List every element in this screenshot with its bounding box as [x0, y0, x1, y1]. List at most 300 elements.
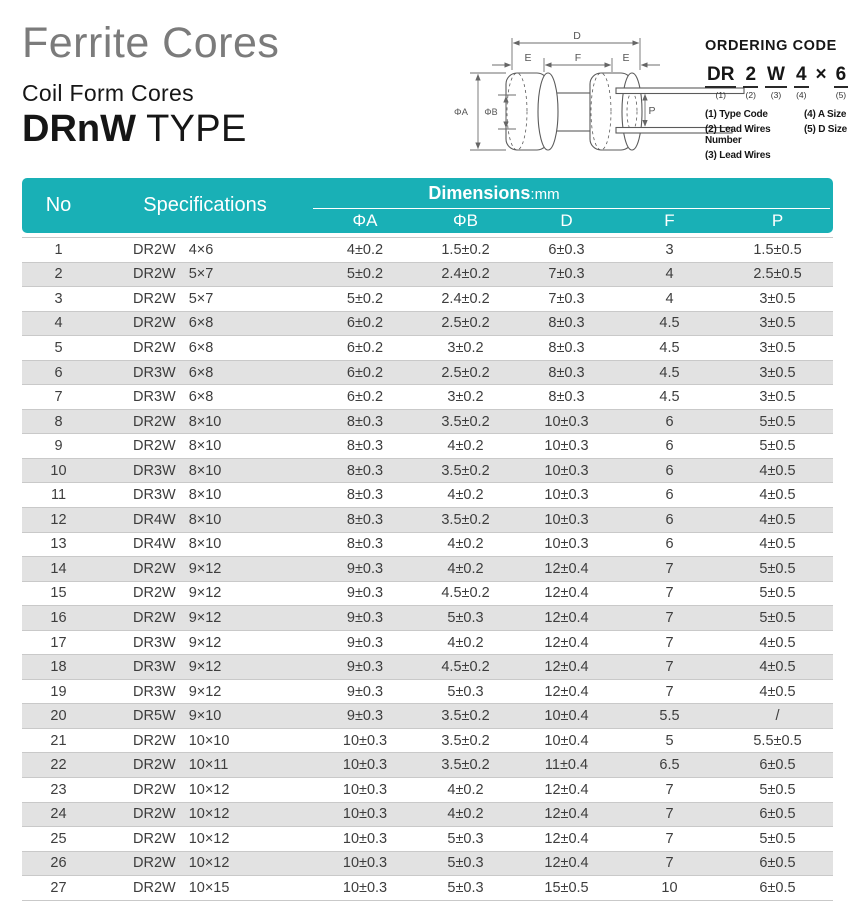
cell-phi-a: 10±0.3 — [342, 855, 388, 872]
code-segment-char: 2 — [743, 65, 758, 88]
cell-phi-a: 8±0.3 — [346, 462, 384, 479]
spec-type: DR3W — [133, 634, 176, 651]
spec-type: DR2W — [133, 290, 176, 307]
cell-no: 25 — [50, 830, 67, 847]
ordering-code-title: ORDERING CODE — [705, 38, 837, 54]
cell-phi-b: 3.5±0.2 — [441, 511, 490, 528]
cell-phi-b: 3.5±0.2 — [441, 413, 490, 430]
spec-size: 8×10 — [188, 438, 222, 455]
cell-phi-a: 8±0.3 — [346, 438, 384, 455]
cell-p: 5±0.5 — [759, 560, 796, 577]
cell-phi-b: 5±0.3 — [447, 879, 484, 896]
cell-no: 17 — [50, 634, 67, 651]
spec-type: DR3W — [133, 462, 176, 479]
cell-specification — [95, 585, 315, 601]
spec-type: DR4W — [133, 511, 176, 528]
cell-d: 10±0.4 — [544, 732, 589, 749]
cell-d: 8±0.3 — [548, 339, 585, 356]
cell-f: 4.5 — [659, 364, 680, 381]
cell-d: 6±0.3 — [548, 241, 585, 258]
code-segment-char: W — [765, 65, 787, 88]
cell-f: 4.5 — [659, 339, 680, 356]
table-row — [22, 385, 833, 410]
page-title: Ferrite Cores — [22, 19, 280, 67]
spec-size: 6×8 — [188, 315, 214, 332]
cell-d: 12±0.4 — [544, 830, 589, 847]
spec-type: DR2W — [133, 413, 176, 430]
cell-specification — [95, 291, 315, 307]
legend-row — [705, 109, 847, 120]
cell-d: 7±0.3 — [548, 290, 585, 307]
spec-table — [22, 178, 833, 901]
cell-f: 6 — [665, 511, 674, 528]
cell-phi-a: 9±0.3 — [346, 560, 384, 577]
col-header-d: D — [560, 211, 573, 230]
cell-f: 7 — [665, 560, 674, 577]
cell-f: 6.5 — [659, 757, 680, 774]
legend-item: (2) Lead Wires Number — [705, 123, 771, 146]
cell-phi-b: 4±0.2 — [447, 536, 484, 553]
cell-d: 12±0.4 — [544, 585, 589, 602]
legend-row — [705, 150, 847, 161]
cell-no: 23 — [50, 781, 67, 798]
table-header — [22, 178, 833, 233]
spec-type: DR3W — [133, 683, 176, 700]
legend-item — [804, 150, 847, 161]
table-row — [22, 704, 833, 729]
col-header-phi-b: ΦB — [453, 211, 478, 230]
cell-phi-b: 5±0.3 — [447, 830, 484, 847]
code-segment — [743, 65, 758, 100]
cell-specification — [95, 708, 315, 724]
cell-phi-b: 3.5±0.2 — [441, 732, 490, 749]
cell-f: 7 — [665, 781, 674, 798]
table-row — [22, 729, 833, 754]
cell-specification — [95, 340, 315, 356]
cell-d: 12±0.4 — [544, 806, 589, 823]
cell-f: 6 — [665, 462, 674, 479]
cell-d: 15±0.5 — [544, 879, 589, 896]
spec-type: DR2W — [133, 879, 176, 896]
cell-d: 12±0.4 — [544, 609, 589, 626]
cell-p: / — [775, 708, 780, 725]
cell-phi-b: 2.5±0.2 — [441, 315, 490, 332]
spec-size: 6×8 — [188, 364, 214, 381]
cell-p: 4±0.5 — [759, 511, 796, 528]
cell-d: 12±0.4 — [544, 634, 589, 651]
spec-type: DR2W — [133, 438, 176, 455]
cell-no: 8 — [54, 413, 63, 430]
dim-label-e-right: E — [622, 52, 630, 64]
cell-f: 7 — [665, 683, 674, 700]
cell-no: 2 — [54, 266, 63, 283]
dim-label-p: P — [648, 105, 656, 117]
cell-phi-b: 4±0.2 — [447, 438, 484, 455]
ordering-code-string — [705, 65, 847, 100]
cell-specification — [95, 782, 315, 798]
cell-p: 5±0.5 — [759, 413, 796, 430]
col-header-f: F — [664, 211, 675, 230]
spec-size: 9×12 — [188, 683, 222, 700]
spec-type: DR2W — [133, 830, 176, 847]
cell-no: 24 — [50, 806, 67, 823]
dimensions-unit: :mm — [530, 186, 560, 203]
cell-p: 5±0.5 — [759, 585, 796, 602]
code-segment-char: 4 — [794, 65, 809, 88]
col-header-specifications: Specifications — [143, 194, 267, 216]
spec-size: 10×12 — [188, 855, 230, 872]
ordering-code-block — [705, 38, 847, 165]
cell-f: 7 — [665, 855, 674, 872]
cell-f: 4.5 — [659, 315, 680, 332]
cell-p: 1.5±0.5 — [753, 241, 802, 258]
cell-phi-a: 8±0.3 — [346, 487, 384, 504]
cell-phi-a: 9±0.3 — [346, 659, 384, 676]
cell-no: 18 — [50, 659, 67, 676]
cell-no: 7 — [54, 389, 63, 406]
code-segment-num: (3) — [770, 89, 782, 100]
cell-p: 4±0.5 — [759, 683, 796, 700]
cell-f: 7 — [665, 585, 674, 602]
spec-size: 6×8 — [188, 389, 214, 406]
cell-f: 7 — [665, 830, 674, 847]
spec-size: 8×10 — [188, 536, 222, 553]
cell-phi-a: 5±0.2 — [346, 290, 384, 307]
cell-f: 3 — [665, 241, 674, 258]
spec-size: 10×12 — [188, 806, 230, 823]
cell-phi-a: 6±0.2 — [346, 389, 384, 406]
cell-phi-b: 5±0.3 — [447, 855, 484, 872]
table-row — [22, 459, 833, 484]
ordering-code-legend — [705, 109, 847, 161]
spec-size: 9×12 — [188, 659, 222, 676]
code-segment-num: (5) — [835, 89, 847, 100]
cell-no: 3 — [54, 290, 63, 307]
legend-item: (5) D Size — [804, 123, 848, 135]
spec-size: 10×15 — [188, 879, 230, 896]
cell-phi-b: 3±0.2 — [447, 389, 484, 406]
cell-specification — [95, 487, 315, 503]
dim-label-d: D — [573, 30, 581, 42]
cell-d: 12±0.4 — [544, 659, 589, 676]
cell-phi-a: 6±0.2 — [346, 339, 384, 356]
spec-type: DR2W — [133, 855, 176, 872]
table-row — [22, 361, 833, 386]
cell-d: 8±0.3 — [548, 364, 585, 381]
cell-d: 10±0.3 — [544, 462, 589, 479]
cell-phi-a: 9±0.3 — [346, 708, 384, 725]
cell-p: 4±0.5 — [759, 536, 796, 553]
cell-specification — [95, 242, 315, 258]
cell-p: 6±0.5 — [759, 855, 796, 872]
code-segment — [705, 65, 736, 100]
table-row — [22, 606, 833, 631]
cell-specification — [95, 635, 315, 651]
cell-phi-b: 4.5±0.2 — [441, 659, 490, 676]
dim-label-f: F — [574, 52, 582, 64]
cell-p: 3±0.5 — [759, 290, 796, 307]
cell-specification — [95, 438, 315, 454]
spec-size: 10×10 — [188, 732, 230, 749]
table-row — [22, 336, 833, 361]
code-segment-num: (4) — [796, 89, 807, 100]
cell-no: 20 — [50, 708, 67, 725]
cell-phi-b: 4.5±0.2 — [441, 585, 490, 602]
spec-size: 9×12 — [188, 634, 222, 651]
cell-phi-a: 4±0.2 — [346, 241, 384, 258]
cell-f: 4 — [665, 290, 674, 307]
cell-phi-a: 10±0.3 — [342, 781, 388, 798]
type-code-text: DRnW — [22, 108, 136, 150]
cell-phi-b: 4±0.2 — [447, 806, 484, 823]
cell-d: 12±0.4 — [544, 560, 589, 577]
cell-phi-b: 4±0.2 — [447, 634, 484, 651]
cell-phi-b: 4±0.2 — [447, 781, 484, 798]
dimensions-group-header — [428, 183, 559, 204]
cell-no: 9 — [54, 438, 63, 455]
cell-specification — [95, 512, 315, 528]
spec-type: DR2W — [133, 609, 176, 626]
table-row — [22, 827, 833, 852]
cell-d: 10±0.4 — [544, 708, 589, 725]
cell-specification — [95, 414, 315, 430]
spec-type: DR4W — [133, 536, 176, 553]
type-word-text: TYPE — [146, 108, 247, 150]
cell-p: 3±0.5 — [759, 339, 796, 356]
cell-p: 6±0.5 — [759, 757, 796, 774]
spec-type: DR2W — [133, 806, 176, 823]
cell-specification — [95, 684, 315, 700]
cell-phi-a: 10±0.3 — [342, 830, 388, 847]
cell-phi-a: 9±0.3 — [346, 683, 384, 700]
legend-item: (3) Lead Wires — [705, 149, 771, 161]
cell-p: 3±0.5 — [759, 315, 796, 332]
cell-phi-b: 3.5±0.2 — [441, 462, 490, 479]
legend-row — [705, 124, 847, 146]
cell-f: 5.5 — [659, 708, 680, 725]
table-row — [22, 557, 833, 582]
cell-phi-a: 8±0.3 — [346, 536, 384, 553]
cell-specification — [95, 757, 315, 773]
cell-phi-a: 9±0.3 — [346, 634, 384, 651]
spec-size: 9×10 — [188, 708, 222, 725]
spec-type: DR5W — [133, 708, 176, 725]
cell-p: 5.5±0.5 — [753, 732, 802, 749]
cell-specification — [95, 365, 315, 381]
legend-item: (1) Type Code — [705, 108, 768, 120]
spec-size: 9×12 — [188, 585, 222, 602]
spec-size: 10×12 — [188, 781, 230, 798]
spec-type: DR3W — [133, 659, 176, 676]
cell-no: 15 — [50, 585, 67, 602]
cell-specification — [95, 266, 315, 282]
cell-no: 22 — [50, 757, 67, 774]
spec-type: DR2W — [133, 585, 176, 602]
spec-type: DR2W — [133, 266, 176, 283]
cell-specification — [95, 536, 315, 552]
spec-type: DR2W — [133, 560, 176, 577]
code-segment-char: × — [815, 64, 827, 85]
cell-p: 5±0.5 — [759, 438, 796, 455]
spec-type: DR2W — [133, 781, 176, 798]
spec-size: 8×10 — [188, 413, 222, 430]
cell-d: 11±0.4 — [544, 757, 589, 774]
cell-p: 6±0.5 — [759, 879, 796, 896]
cell-phi-a: 10±0.3 — [342, 732, 388, 749]
table-row — [22, 287, 833, 312]
cell-p: 4±0.5 — [759, 487, 796, 504]
table-row — [22, 312, 833, 337]
cell-phi-a: 6±0.2 — [346, 315, 384, 332]
cell-f: 4.5 — [659, 389, 680, 406]
cell-no: 11 — [50, 487, 67, 504]
table-row — [22, 803, 833, 828]
spec-size: 9×12 — [188, 609, 222, 626]
cell-specification — [95, 855, 315, 871]
col-header-p: P — [771, 211, 784, 230]
cell-d: 8±0.3 — [548, 389, 585, 406]
cell-specification — [95, 610, 315, 626]
cell-no: 13 — [50, 536, 67, 553]
cell-no: 12 — [50, 511, 67, 528]
cell-f: 5 — [665, 732, 674, 749]
cell-no: 27 — [50, 879, 67, 896]
table-row — [22, 508, 833, 533]
cell-phi-b: 2.4±0.2 — [441, 266, 490, 283]
cell-phi-b: 5±0.3 — [447, 609, 484, 626]
dimensions-label: Dimensions — [428, 183, 531, 203]
cell-phi-a: 9±0.3 — [346, 609, 384, 626]
cell-f: 10 — [661, 879, 678, 896]
spec-size: 10×12 — [188, 830, 230, 847]
table-row — [22, 631, 833, 656]
spec-type: DR3W — [133, 364, 176, 381]
code-segment-multiply-sign — [816, 65, 827, 89]
code-segment — [794, 65, 809, 100]
table-body — [22, 237, 833, 901]
left-flange — [506, 73, 558, 150]
code-segment-num: (2) — [745, 89, 756, 100]
spec-size: 5×7 — [188, 266, 214, 283]
spec-size: 8×10 — [188, 487, 222, 504]
cell-phi-a: 5±0.2 — [346, 266, 384, 283]
cell-specification — [95, 315, 315, 331]
type-title — [22, 110, 279, 148]
cell-specification — [95, 463, 315, 479]
table-row — [22, 410, 833, 435]
cell-f: 6 — [665, 487, 674, 504]
spec-size: 4×6 — [188, 241, 214, 258]
cell-d: 12±0.4 — [544, 781, 589, 798]
code-segment — [834, 65, 849, 100]
cell-p: 4±0.5 — [759, 659, 796, 676]
cell-p: 4±0.5 — [759, 634, 796, 651]
spec-size: 8×10 — [188, 511, 222, 528]
cell-f: 7 — [665, 634, 674, 651]
cell-d: 10±0.3 — [544, 413, 589, 430]
cell-specification — [95, 831, 315, 847]
cell-phi-b: 4±0.2 — [447, 560, 484, 577]
cell-p: 5±0.5 — [759, 830, 796, 847]
table-row — [22, 876, 833, 901]
cell-no: 26 — [50, 855, 67, 872]
cell-p: 5±0.5 — [759, 781, 796, 798]
cell-specification — [95, 659, 315, 675]
cell-phi-a: 10±0.3 — [342, 879, 388, 896]
cell-f: 6 — [665, 413, 674, 430]
cell-phi-b: 2.4±0.2 — [441, 290, 490, 307]
cell-phi-b: 3±0.2 — [447, 339, 484, 356]
cell-phi-b: 4±0.2 — [447, 487, 484, 504]
table-row — [22, 582, 833, 607]
cell-no: 5 — [54, 339, 63, 356]
cell-d: 12±0.4 — [544, 683, 589, 700]
cell-f: 7 — [665, 609, 674, 626]
table-row — [22, 753, 833, 778]
right-flange — [590, 73, 642, 150]
spec-type: DR2W — [133, 241, 176, 258]
col-header-phi-a: ΦA — [352, 211, 378, 230]
spec-size: 8×10 — [188, 462, 222, 479]
spec-type: DR3W — [133, 389, 176, 406]
page-subtitle: Coil Form Cores — [22, 80, 194, 106]
cell-phi-a: 10±0.3 — [342, 757, 388, 774]
cell-specification — [95, 880, 315, 896]
spec-size: 9×12 — [188, 560, 222, 577]
cell-phi-b: 1.5±0.2 — [441, 241, 490, 258]
dim-label-phi-a: ΦA — [454, 107, 468, 118]
table-row — [22, 778, 833, 803]
cell-p: 2.5±0.5 — [753, 266, 802, 283]
table-row — [22, 852, 833, 877]
cell-phi-b: 3.5±0.2 — [441, 757, 490, 774]
dim-label-phi-b: ΦB — [484, 107, 498, 117]
spec-type: DR3W — [133, 487, 176, 504]
cell-phi-b: 3.5±0.2 — [441, 708, 490, 725]
spec-size: 6×8 — [188, 339, 214, 356]
spec-type: DR2W — [133, 315, 176, 332]
table-row — [22, 533, 833, 558]
code-segment-num: (1) — [715, 89, 726, 100]
code-segment — [765, 65, 787, 100]
col-header-no: No — [45, 194, 72, 216]
cell-no: 19 — [50, 683, 67, 700]
cell-specification — [95, 806, 315, 822]
spec-size: 5×7 — [188, 290, 214, 307]
spec-type: DR2W — [133, 757, 176, 774]
legend-item: (4) A Size — [804, 108, 847, 120]
cell-no: 1 — [54, 241, 63, 258]
cell-p: 4±0.5 — [759, 462, 796, 479]
table-row — [22, 483, 833, 508]
cell-d: 10±0.3 — [544, 536, 589, 553]
cell-f: 6 — [665, 536, 674, 553]
spec-size: 10×11 — [188, 757, 229, 774]
cell-f: 7 — [665, 806, 674, 823]
cell-p: 5±0.5 — [759, 609, 796, 626]
table-row — [22, 680, 833, 705]
cell-phi-a: 6±0.2 — [346, 364, 384, 381]
cell-no: 6 — [54, 364, 63, 381]
cell-p: 6±0.5 — [759, 806, 796, 823]
cell-phi-a: 9±0.3 — [346, 585, 384, 602]
cell-f: 4 — [665, 266, 674, 283]
cell-d: 10±0.3 — [544, 511, 589, 528]
spec-type: DR2W — [133, 732, 176, 749]
cell-p: 3±0.5 — [759, 389, 796, 406]
cell-d: 8±0.3 — [548, 315, 585, 332]
cell-d: 7±0.3 — [548, 266, 585, 283]
